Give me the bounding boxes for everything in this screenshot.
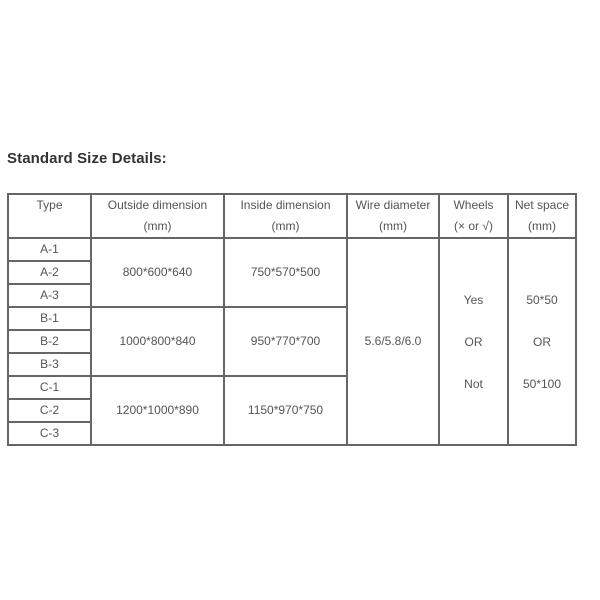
- net-space-option-2: 50*100: [522, 376, 562, 391]
- net-space-option-1: 50*50: [526, 292, 558, 307]
- type-cell: A-1: [8, 238, 91, 261]
- section-title: Standard Size Details:: [7, 150, 167, 167]
- type-cell: A-3: [8, 284, 91, 307]
- wheels-option-not: Not: [464, 376, 483, 391]
- header-net-space: Net space (mm): [508, 194, 576, 238]
- standard-size-table: [7, 193, 577, 446]
- type-cell: C-3: [8, 422, 91, 445]
- outside-dimension-cell: 800*600*640: [91, 238, 224, 307]
- inside-dimension-cell: 950*770*700: [224, 307, 347, 376]
- type-cell: B-2: [8, 330, 91, 353]
- type-cell: A-2: [8, 261, 91, 284]
- type-cell: B-1: [8, 307, 91, 330]
- table-row: [8, 238, 576, 261]
- wheels-or: OR: [464, 334, 483, 349]
- outside-dimension-cell: 1000*800*840: [91, 307, 224, 376]
- inside-dimension-cell: 1150*970*750: [224, 376, 347, 445]
- wheels-option-yes: Yes: [463, 292, 484, 307]
- type-cell: C-1: [8, 376, 91, 399]
- header-outside-dimension: Outside dimension (mm): [91, 194, 224, 238]
- header-row: [8, 194, 576, 238]
- wire-diameter-cell: 5.6/5.8/6.0: [347, 238, 439, 445]
- header-inside-dimension: Inside dimension (mm): [224, 194, 347, 238]
- net-space-cell: [508, 238, 576, 445]
- net-space-or: OR: [533, 334, 551, 349]
- header-type: Type: [8, 194, 91, 238]
- wheels-cell: [439, 238, 508, 445]
- type-cell: B-3: [8, 353, 91, 376]
- type-cell: C-2: [8, 399, 91, 422]
- header-wheels: Wheels (× or √): [439, 194, 508, 238]
- outside-dimension-cell: 1200*1000*890: [91, 376, 224, 445]
- header-wire-diameter: Wire diameter (mm): [347, 194, 439, 238]
- inside-dimension-cell: 750*570*500: [224, 238, 347, 307]
